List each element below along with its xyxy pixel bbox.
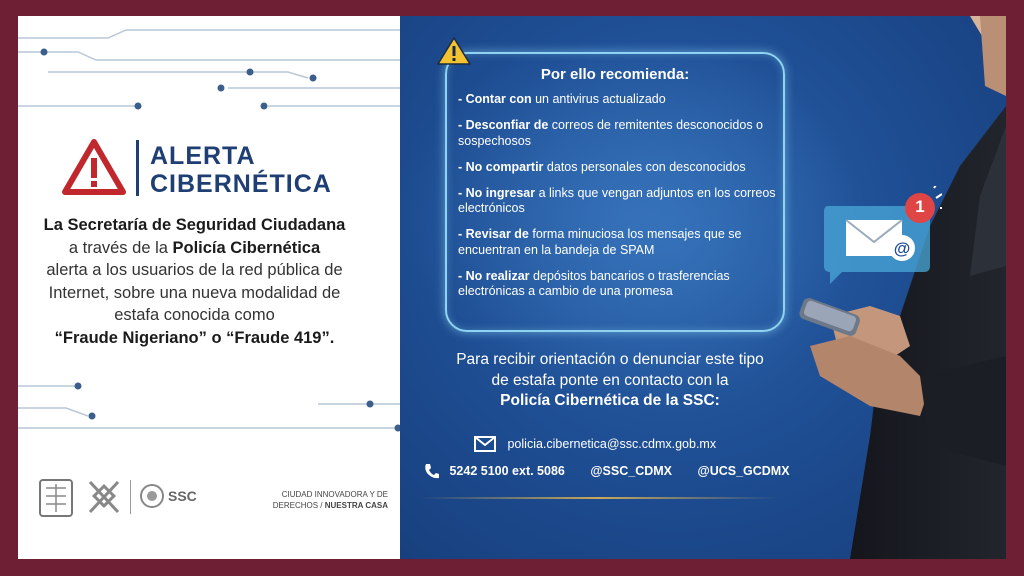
recommendations-title: Por ello recomienda:	[540, 66, 690, 83]
phone-number[interactable]: 5242 5100 ext. 5086	[449, 464, 565, 478]
intro-line-2b: Policía Cibernética	[172, 238, 321, 257]
envelope-icon	[474, 436, 496, 452]
contact-text	[430, 350, 790, 412]
svg-text:@: @	[893, 239, 911, 258]
recommendations-list	[458, 92, 778, 310]
ssc-logo-text: SSC	[168, 488, 197, 504]
alert-heading-line1: ALERTA	[150, 142, 256, 170]
intro-line-1: La Secretaría de Seguridad Ciudadana	[43, 216, 346, 234]
email-link[interactable]: policia.cibernetica@ssc.cdmx.gob.mx	[507, 437, 717, 451]
warning-icon	[436, 36, 472, 66]
slogan-line-1: CIUDAD INNOVADORA Y DE	[281, 490, 388, 499]
slogan-line-2b: NUESTRA CASA	[324, 501, 388, 510]
contact-line-2: de estafa ponte en contacto con la	[491, 371, 729, 389]
social-row	[422, 462, 790, 480]
person-with-phone-image	[780, 16, 1006, 559]
contact-line-1: Para recibir orientación o denunciar este tipo	[456, 351, 764, 368]
intro-line-5: estafa conocida como	[114, 306, 275, 324]
twitter-handle-ucs[interactable]: @UCS_GCDMX	[697, 464, 790, 478]
tip-item: - Contar con un antivirus actualizado	[458, 92, 666, 106]
gold-divider	[420, 497, 778, 499]
slogan-line-2a: DERECHOS /	[272, 501, 325, 510]
tip-item: - No realizar depósitos bancarios o trasferencias electrónicas a cambio de una promesa	[458, 268, 730, 298]
intro-line-6: “Fraude Nigeriano” o “Fraude 419”.	[54, 328, 335, 347]
contact-line-3: Policía Cibernética de la SSC:	[500, 392, 720, 409]
logo-divider	[130, 480, 131, 514]
intro-text	[22, 214, 367, 349]
cdmx-shield-logo	[38, 478, 74, 518]
intro-line-3: alerta a los usuarios de la red pública de	[46, 261, 343, 279]
ssc-badge-logo	[138, 482, 166, 510]
slogan	[258, 489, 388, 511]
intro-line-2a: a través de la	[68, 238, 173, 257]
tip-item: - Revisar de forma minuciosa los mensajes que se encuentran en la bandeja de SPAM	[458, 227, 742, 257]
notification-count: 1	[915, 197, 925, 216]
warning-triangle-icon	[62, 138, 126, 196]
cdmx-emblem-logo	[84, 476, 124, 518]
twitter-handle-ssc[interactable]: @SSC_CDMX	[590, 464, 673, 478]
tip-item: - No ingresar a links que vengan adjuntos en los correos electrónicos	[458, 185, 776, 215]
alert-heading-line2: CIBERNÉTICA	[150, 170, 332, 198]
phone-icon	[422, 462, 440, 480]
email-row	[474, 436, 716, 452]
tip-item: - Desconfiar de correos de remitentes desconocidos o sospechosos	[458, 118, 764, 148]
intro-line-4: Internet, sobre una nueva modalidad de	[48, 283, 341, 302]
alert-heading	[150, 142, 332, 198]
tip-item: - No compartir datos personales con desconocidos	[458, 159, 746, 174]
alert-divider	[136, 140, 139, 196]
